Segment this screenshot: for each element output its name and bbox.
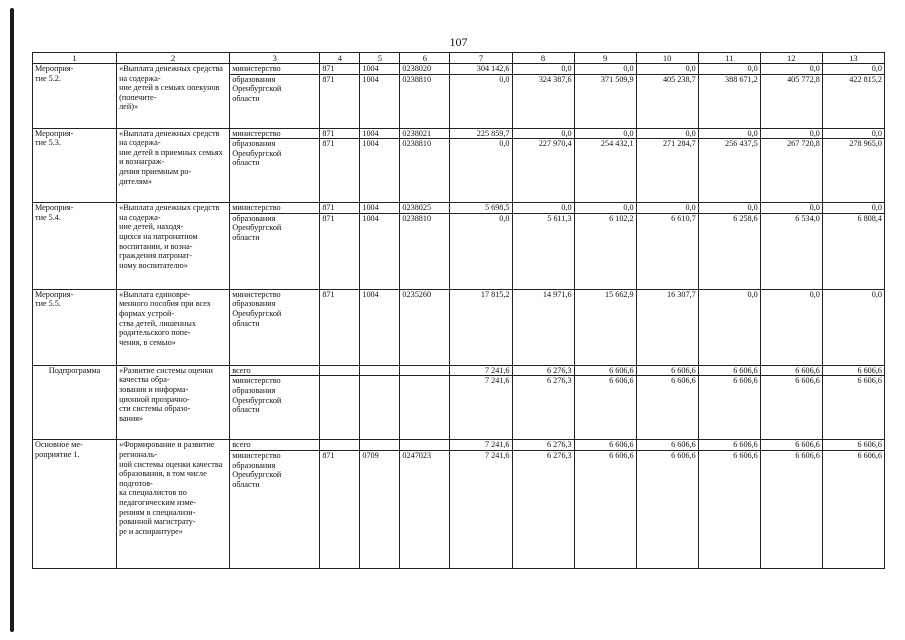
code-grbs (320, 440, 360, 451)
value-col-11: 6 606,6 (698, 365, 760, 376)
code-csr: 0238810 (400, 213, 450, 289)
row-label: Подпрограмма (33, 365, 117, 440)
value-col-7: 7 241,6 (450, 376, 512, 440)
code-grbs: 871 (320, 289, 360, 365)
value-col-13: 0,0 (822, 128, 884, 139)
value-col-13: 6 606,6 (822, 450, 884, 568)
code-grbs: 871 (320, 450, 360, 568)
table-row (33, 440, 885, 451)
value-col-12: 6 606,6 (760, 365, 822, 376)
value-col-12: 0,0 (760, 128, 822, 139)
program-name: «Выплата денежных средств на содержа- ние детей, находя- щихся на патронатном воспитании, и возна- граждения патронат- ному воспитателю» (117, 203, 230, 290)
row-label: Мероприя- тие 5.5. (33, 289, 117, 365)
value-col-10: 16 307,7 (636, 289, 698, 365)
value-col-11: 0,0 (698, 128, 760, 139)
row-label: Мероприя- тие 5.4. (33, 203, 117, 290)
header-col-4: 4 (320, 53, 360, 64)
value-col-10: 6 606,6 (636, 440, 698, 451)
value-col-13: 422 815,2 (822, 74, 884, 128)
value-col-8: 6 276,3 (512, 365, 574, 376)
row-label: Основное ме- роприятие 1. (33, 440, 117, 569)
value-col-9: 6 606,6 (574, 376, 636, 440)
value-col-10: 271 284,7 (636, 139, 698, 203)
value-col-11: 256 437,5 (698, 139, 760, 203)
value-col-11: 0,0 (698, 203, 760, 214)
executor-cell: министерство (230, 128, 320, 139)
value-col-12: 0,0 (760, 64, 822, 75)
code-grbs: 871 (320, 128, 360, 139)
value-col-9: 0,0 (574, 203, 636, 214)
value-col-9: 371 509,9 (574, 74, 636, 128)
code-rzpr: 1004 (360, 289, 400, 365)
value-col-13: 6 606,6 (822, 365, 884, 376)
value-col-9: 6 606,6 (574, 450, 636, 568)
code-csr (400, 440, 450, 451)
value-col-9: 254 432,1 (574, 139, 636, 203)
value-col-8: 6 276,3 (512, 440, 574, 451)
value-col-10: 6 606,6 (636, 365, 698, 376)
value-col-9: 0,0 (574, 128, 636, 139)
header-col-13: 13 (822, 53, 884, 64)
value-col-7: 17 815,2 (450, 289, 512, 365)
table-row (33, 203, 885, 214)
value-col-10: 6 606,6 (636, 376, 698, 440)
code-rzpr (360, 440, 400, 451)
value-col-11: 6 606,6 (698, 440, 760, 451)
value-col-12: 6 606,6 (760, 450, 822, 568)
code-grbs: 871 (320, 203, 360, 214)
value-col-7: 5 698,5 (450, 203, 512, 214)
value-col-8: 5 611,3 (512, 213, 574, 289)
value-col-11: 0,0 (698, 64, 760, 75)
code-csr: 0238021 (400, 128, 450, 139)
code-rzpr: 1004 (360, 213, 400, 289)
value-col-12: 405 772,8 (760, 74, 822, 128)
value-col-10: 0,0 (636, 203, 698, 214)
scan-edge-shadow (10, 8, 14, 632)
value-col-7: 7 241,6 (450, 450, 512, 568)
value-col-11: 0,0 (698, 289, 760, 365)
code-rzpr (360, 365, 400, 376)
program-name: «Формирование и развитие региональ- ной системы оценки качества образования, в том числе подготов- ка специалистов по педагогическим изме- рениям в специализи- рованной магистрату- ре и аспирантуре» (117, 440, 230, 569)
value-col-8: 14 971,6 (512, 289, 574, 365)
table-row (33, 64, 885, 75)
header-col-12: 12 (760, 53, 822, 64)
code-rzpr (360, 376, 400, 440)
code-grbs: 871 (320, 64, 360, 75)
row-label: Мероприя- тие 5.2. (33, 64, 117, 129)
header-col-2: 2 (117, 53, 230, 64)
value-col-12: 6 606,6 (760, 440, 822, 451)
program-name: «Выплата денежных средства на содержа- ние детей в семьях опекунов (попечите- лей)» (117, 64, 230, 129)
code-csr: 0238810 (400, 74, 450, 128)
page-number: 107 (449, 35, 468, 49)
value-col-7: 0,0 (450, 139, 512, 203)
value-col-10: 6 606,6 (636, 450, 698, 568)
value-col-12: 0,0 (760, 289, 822, 365)
code-csr (400, 365, 450, 376)
value-col-7: 225 859,7 (450, 128, 512, 139)
executor-cell: министерство образования Оренбургской области (230, 376, 320, 440)
value-col-9: 6 606,6 (574, 440, 636, 451)
budget-table (32, 52, 885, 569)
value-col-8: 227 970,4 (512, 139, 574, 203)
code-rzpr: 0709 (360, 450, 400, 568)
value-col-11: 6 258,6 (698, 213, 760, 289)
value-col-12: 6 606,6 (760, 376, 822, 440)
program-name: «Развитие системы оценки качества обра- зования и информа- ционной прозрачно- сти системы образо- вания» (117, 365, 230, 440)
value-col-7: 7 241,6 (450, 440, 512, 451)
value-col-12: 0,0 (760, 203, 822, 214)
header-col-6: 6 (400, 53, 450, 64)
executor-cell: всего (230, 440, 320, 451)
value-col-13: 278 965,0 (822, 139, 884, 203)
executor-cell: всего (230, 365, 320, 376)
value-col-8: 6 276,3 (512, 376, 574, 440)
value-col-13: 6 606,6 (822, 440, 884, 451)
value-col-10: 0,0 (636, 64, 698, 75)
code-csr: 0235260 (400, 289, 450, 365)
value-col-7: 304 142,6 (450, 64, 512, 75)
value-col-12: 6 534,0 (760, 213, 822, 289)
code-grbs: 871 (320, 139, 360, 203)
value-col-7: 7 241,6 (450, 365, 512, 376)
code-rzpr: 1004 (360, 64, 400, 75)
header-col-11: 11 (698, 53, 760, 64)
value-col-10: 405 238,7 (636, 74, 698, 128)
program-name: «Выплата единовре- менного пособия при всех формах устрой- ства детей, лишенных родительского попе- чения, в семью» (117, 289, 230, 365)
row-label: Мероприя- тие 5.3. (33, 128, 117, 203)
value-col-9: 6 102,2 (574, 213, 636, 289)
header-row (33, 53, 885, 64)
table-body (33, 64, 885, 569)
executor-cell: образования Оренбургской области (230, 213, 320, 289)
value-col-9: 15 662,9 (574, 289, 636, 365)
code-grbs: 871 (320, 74, 360, 128)
code-rzpr: 1004 (360, 203, 400, 214)
code-csr: 0238025 (400, 203, 450, 214)
executor-cell: министерство образования Оренбургской области (230, 450, 320, 568)
value-col-8: 0,0 (512, 64, 574, 75)
value-col-10: 0,0 (636, 128, 698, 139)
header-col-5: 5 (360, 53, 400, 64)
executor-cell: образования Оренбургской области (230, 139, 320, 203)
value-col-9: 0,0 (574, 64, 636, 75)
code-csr: 0238020 (400, 64, 450, 75)
code-grbs (320, 376, 360, 440)
header-col-10: 10 (636, 53, 698, 64)
value-col-13: 6 808,4 (822, 213, 884, 289)
value-col-9: 6 606,6 (574, 365, 636, 376)
value-col-13: 6 606,6 (822, 376, 884, 440)
table-row (33, 128, 885, 139)
value-col-7: 0,0 (450, 74, 512, 128)
executor-cell: образования Оренбургской области (230, 74, 320, 128)
executor-cell: министерство образования Оренбургской области (230, 289, 320, 365)
header-col-1: 1 (33, 53, 117, 64)
program-name: «Выплата денежных средств на содержа- ние детей в приемных семьях и вознаграж- дения приемным ро- дителям» (117, 128, 230, 203)
table-row (33, 289, 885, 365)
value-col-10: 6 610,7 (636, 213, 698, 289)
code-grbs (320, 365, 360, 376)
header-col-7: 7 (450, 53, 512, 64)
executor-cell: министерство (230, 64, 320, 75)
code-rzpr: 1004 (360, 74, 400, 128)
value-col-11: 6 606,6 (698, 376, 760, 440)
code-grbs: 871 (320, 213, 360, 289)
value-col-13: 0,0 (822, 64, 884, 75)
value-col-12: 267 720,8 (760, 139, 822, 203)
code-rzpr: 1004 (360, 139, 400, 203)
value-col-11: 6 606,6 (698, 450, 760, 568)
code-rzpr: 1004 (360, 128, 400, 139)
value-col-13: 0,0 (822, 203, 884, 214)
value-col-8: 324 387,6 (512, 74, 574, 128)
code-csr: 0247023 (400, 450, 450, 568)
value-col-13: 0,0 (822, 289, 884, 365)
value-col-7: 0,0 (450, 213, 512, 289)
table-header (33, 53, 885, 64)
value-col-8: 0,0 (512, 203, 574, 214)
header-col-8: 8 (512, 53, 574, 64)
table-row (33, 365, 885, 376)
value-col-8: 0,0 (512, 128, 574, 139)
value-col-11: 388 671,2 (698, 74, 760, 128)
code-csr: 0238810 (400, 139, 450, 203)
header-col-9: 9 (574, 53, 636, 64)
code-csr (400, 376, 450, 440)
executor-cell: министерство (230, 203, 320, 214)
value-col-8: 6 276,3 (512, 450, 574, 568)
header-col-3: 3 (230, 53, 320, 64)
